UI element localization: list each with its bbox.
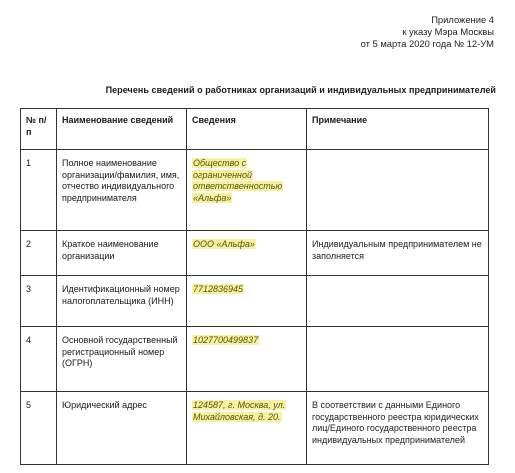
row-num: 1 [21, 150, 57, 231]
row-note: Индивидуальным предпринимателем не заполняется [307, 231, 489, 276]
row-info [187, 276, 307, 327]
row-name: Полное наименование организации/фамилия, имя, отчество индивидуального предпринимателя [57, 150, 187, 231]
row-name: Краткое наименование организации [57, 231, 187, 276]
appendix-line-2: к указу Мэра Москвы [402, 25, 494, 37]
appendix-header [361, 14, 494, 49]
row-info [187, 231, 307, 276]
row-info-value: 124587, г. Москва, ул. Михайловская, д. 20. [193, 400, 286, 422]
row-info [187, 327, 307, 392]
row-num: 4 [21, 327, 57, 392]
appendix-line-3: от 5 марта 2020 года № 12-УМ [360, 37, 494, 49]
table-row [21, 231, 489, 276]
info-table [20, 108, 489, 465]
row-note [307, 150, 489, 231]
header-num: № п/п [21, 109, 57, 150]
row-name: Основной государственный регистрационный номер (ОГРН) [57, 327, 187, 392]
row-note: В соответствии с данными Единого государственного реестра юридических лиц/Единого государственного реестра индивидуальных предпринимателей [307, 392, 489, 465]
row-note [307, 276, 489, 327]
row-info [187, 392, 307, 465]
row-num: 3 [21, 276, 57, 327]
table-row [21, 276, 489, 327]
table-row [21, 150, 489, 231]
header-name: Наименование сведений [57, 109, 187, 150]
document-title: Перечень сведений о работниках организаций и индивидуальных предпринимателей [105, 85, 496, 95]
row-info-value: 1027700499837 [193, 335, 259, 345]
row-name: Идентификационный номер налогоплательщика (ИНН) [57, 276, 187, 327]
row-num: 2 [21, 231, 57, 276]
row-num: 5 [21, 392, 57, 465]
appendix-line-1: Приложение 4 [431, 14, 494, 25]
row-info-value: Общество с ограниченной ответственностью «Альфа» [193, 158, 283, 203]
row-name: Юридический адрес [57, 392, 187, 465]
table-header-row [21, 109, 489, 150]
row-info-value: ООО «Альфа» [193, 239, 255, 249]
header-note: Примечание [307, 109, 489, 150]
table-row [21, 327, 489, 392]
table-row [21, 392, 489, 465]
row-note [307, 327, 489, 392]
row-info-value: 7712836945 [193, 284, 244, 294]
row-info [187, 150, 307, 231]
header-info: Сведения [187, 109, 307, 150]
